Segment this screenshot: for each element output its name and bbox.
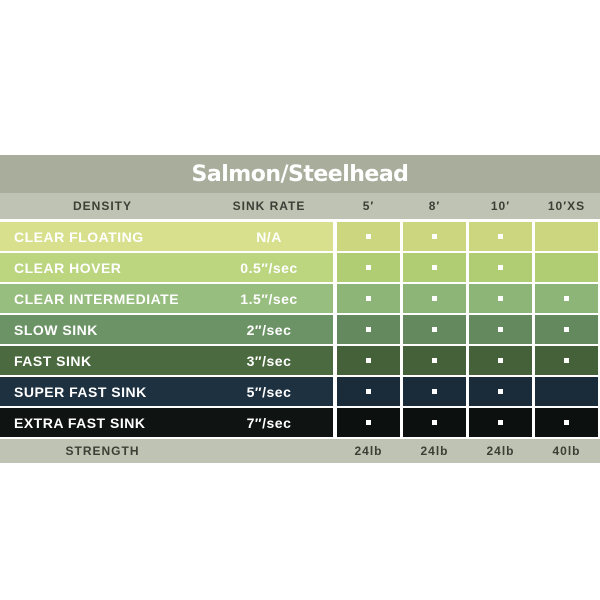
length-cell [337, 315, 400, 344]
strength-spacer [205, 439, 333, 463]
table-row [0, 408, 600, 437]
availability-mark-icon [366, 234, 371, 239]
length-cell [535, 222, 598, 251]
density-cell: CLEAR FLOATING [0, 222, 205, 251]
sink-rate-cell: 3″/sec [205, 346, 333, 375]
length-cell [469, 222, 532, 251]
length-cell [337, 253, 400, 282]
availability-mark-icon [432, 420, 437, 425]
density-cell: CLEAR HOVER [0, 253, 205, 282]
length-cell [535, 253, 598, 282]
length-cell [403, 346, 466, 375]
header-length-8: 8′ [428, 199, 441, 213]
length-cell [337, 346, 400, 375]
length-cell [403, 377, 466, 406]
density-cell: CLEAR INTERMEDIATE [0, 284, 205, 313]
sink-rate-cell: 1.5″/sec [205, 284, 333, 313]
table-row [0, 253, 600, 282]
availability-mark-icon [498, 327, 503, 332]
length-cell [403, 253, 466, 282]
length-cell [535, 315, 598, 344]
availability-mark-icon [366, 389, 371, 394]
length-cell [469, 284, 532, 313]
sink-rate-cell: 2″/sec [205, 315, 333, 344]
table-row [0, 346, 600, 375]
length-cell [469, 315, 532, 344]
availability-mark-icon [366, 420, 371, 425]
length-cell [337, 377, 400, 406]
availability-mark-icon [564, 420, 569, 425]
availability-mark-icon [366, 265, 371, 270]
table-title: Salmon/Steelhead [0, 155, 600, 193]
sink-rate-cell: 7″/sec [205, 408, 333, 437]
table-body [0, 222, 600, 437]
length-cell [403, 408, 466, 437]
density-cell: SUPER FAST SINK [0, 377, 205, 406]
availability-mark-icon [564, 296, 569, 301]
strength-10: 24lb [486, 444, 515, 458]
strength-8: 24lb [420, 444, 449, 458]
availability-mark-icon [498, 234, 503, 239]
length-cell [469, 408, 532, 437]
length-cell [337, 408, 400, 437]
table-row [0, 284, 600, 313]
length-cell [337, 284, 400, 313]
length-cell [535, 346, 598, 375]
density-cell: EXTRA FAST SINK [0, 408, 205, 437]
table-row [0, 222, 600, 251]
availability-mark-icon [564, 358, 569, 363]
length-cell [403, 315, 466, 344]
availability-mark-icon [366, 327, 371, 332]
availability-mark-icon [366, 358, 371, 363]
availability-mark-icon [564, 327, 569, 332]
header-length-10xs: 10′XS [547, 199, 586, 213]
availability-mark-icon [432, 389, 437, 394]
sink-rate-cell: 0.5″/sec [205, 253, 333, 282]
header-length-5: 5′ [362, 199, 375, 213]
availability-mark-icon [432, 327, 437, 332]
availability-mark-icon [432, 265, 437, 270]
length-cell [403, 284, 466, 313]
availability-mark-icon [498, 358, 503, 363]
table-row [0, 377, 600, 406]
length-cell [469, 377, 532, 406]
length-cell [535, 408, 598, 437]
availability-mark-icon [432, 358, 437, 363]
strength-10xs: 40lb [552, 444, 581, 458]
length-cell [469, 253, 532, 282]
availability-mark-icon [498, 420, 503, 425]
availability-mark-icon [432, 296, 437, 301]
length-cell [535, 377, 598, 406]
header-row [0, 193, 600, 219]
salmon-steelhead-table [0, 155, 600, 463]
strength-5: 24lb [354, 444, 383, 458]
sink-rate-cell: N/A [205, 222, 333, 251]
header-length-10: 10′ [490, 199, 511, 213]
availability-mark-icon [366, 296, 371, 301]
strength-label: STRENGTH [65, 444, 140, 458]
availability-mark-icon [498, 389, 503, 394]
density-cell: SLOW SINK [0, 315, 205, 344]
length-cell [337, 222, 400, 251]
table-row [0, 315, 600, 344]
availability-mark-icon [432, 234, 437, 239]
header-sink-rate: SINK RATE [232, 199, 306, 213]
availability-mark-icon [498, 296, 503, 301]
length-cell [403, 222, 466, 251]
header-density: DENSITY [72, 199, 132, 213]
length-cell [469, 346, 532, 375]
availability-mark-icon [498, 265, 503, 270]
density-cell: FAST SINK [0, 346, 205, 375]
length-cell [535, 284, 598, 313]
strength-row [0, 439, 600, 463]
sink-rate-cell: 5″/sec [205, 377, 333, 406]
